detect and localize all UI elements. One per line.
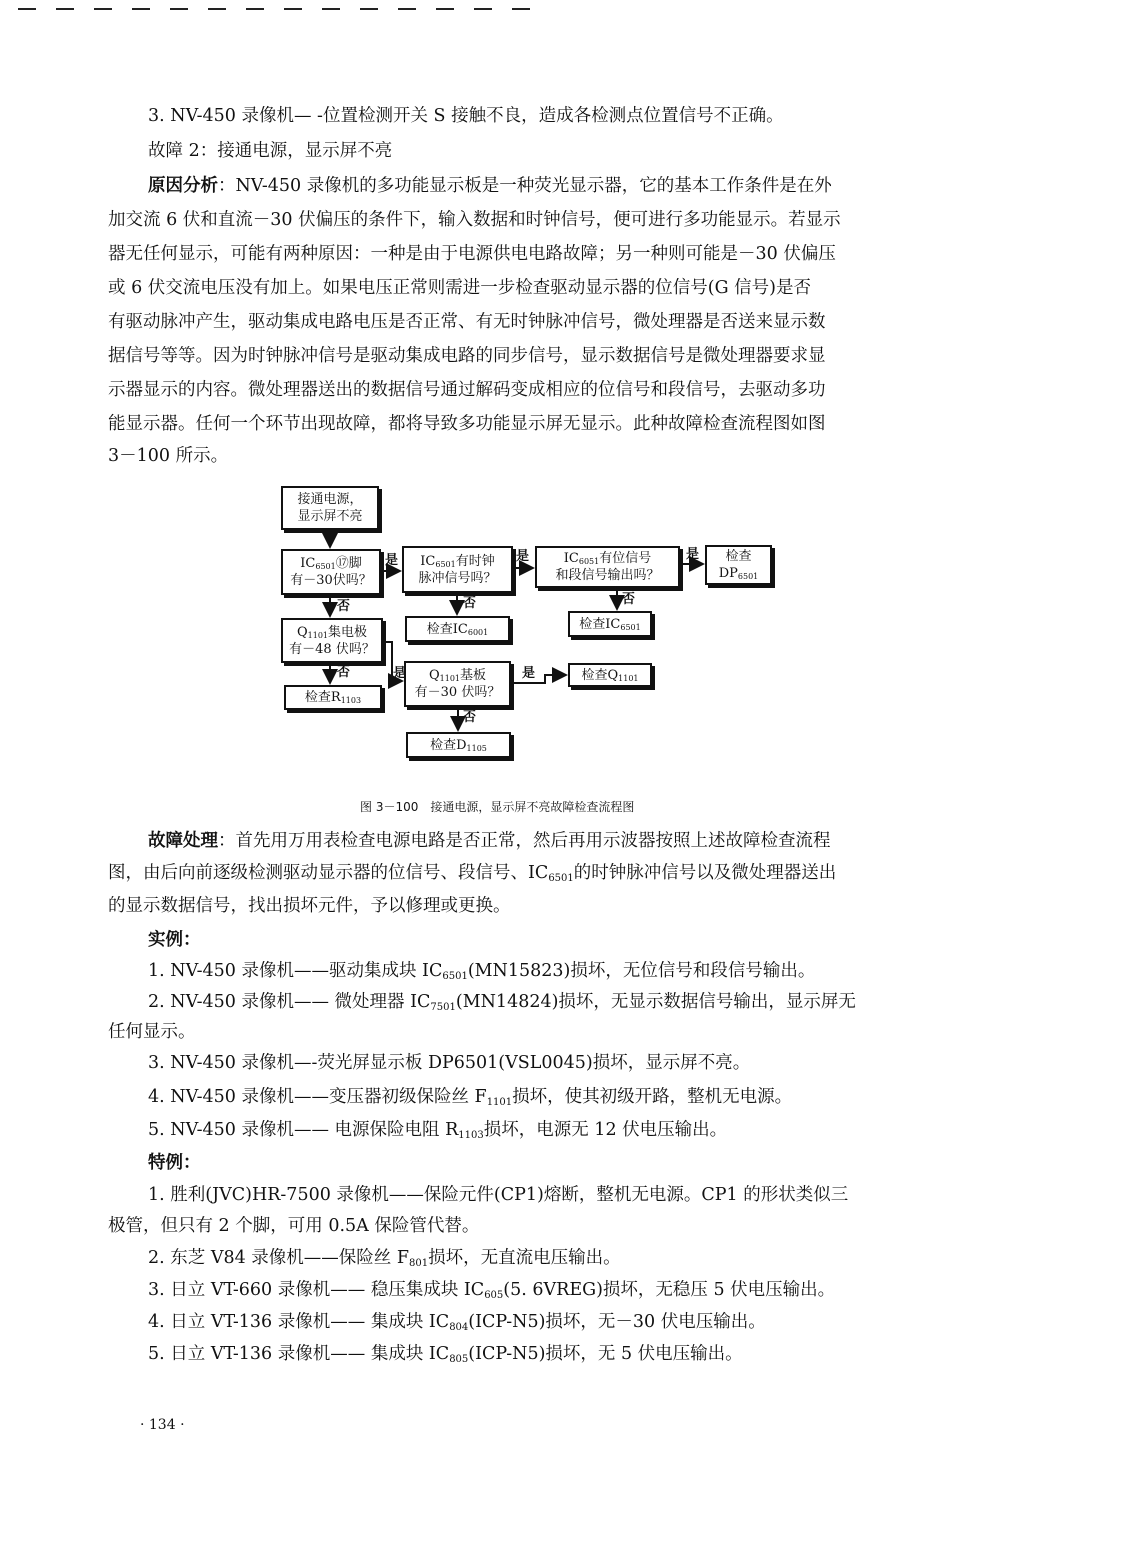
flow-question-5: Q1101基板 有－30 伏吗？ <box>404 661 511 707</box>
yes-label: 是 <box>385 553 399 568</box>
analysis-line: 有驱动脉冲产生，驱动集成电路电压是否正常、有无时钟脉冲信号，微处理器是否送来显示数 <box>108 312 826 332</box>
analysis-line: 原因分析：NV-450 录像机的多功能显示板是一种荧光显示器，它的基本工作条件是在外 <box>148 176 832 196</box>
flow-result-d1105: 检查D1105 <box>406 732 511 758</box>
fault-title: 故障 2：接通电源，显示屏不亮 <box>148 141 393 161</box>
example-item: 4. NV-450 录像机——变压器初级保险丝 $F_{1101}$损坏，使其初级开路，整机无电源。 <box>148 1087 793 1108</box>
flow-question-1: IC6501⑰脚 有－30伏吗？ <box>281 549 381 595</box>
page-number: · 134 · <box>140 1417 185 1433</box>
example-item-cont: 任何显示。 <box>108 1022 196 1042</box>
special-item: 2. 东芝 V84 录像机——保险丝 $F_{801}$损坏，无直流电压输出。 <box>148 1248 621 1269</box>
treatment-line: 的显示数据信号，找出损坏元件，予以修理或更换。 <box>108 896 511 916</box>
analysis-line: 或 6 伏交流电压没有加上。如果电压正常则需进一步检查驱动显示器的位信号(G 信号)是否 <box>108 278 811 298</box>
example-item: 2. NV-450 录像机—— 微处理器 $IC_{7501}(MN14824)$损坏，无显示数据信号输出，显示屏无 <box>148 992 856 1013</box>
special-item: 4. 日立 VT-136 录像机—— 集成块 $IC_{804}(ICP-N5)$损坏，无－30 伏电压输出。 <box>148 1312 766 1333</box>
flow-result-ic6501: 检查IC6501 <box>568 611 652 637</box>
flow-question-3: IC6051有位信号 和段信号输出吗？ <box>535 546 680 588</box>
examples-label: 实例： <box>148 930 201 950</box>
example-item: 1. NV-450 录像机——驱动集成块 $IC_{6501}(MN15823)$损坏，无位信号和段信号输出。 <box>148 961 816 982</box>
special-item: 3. 日立 VT-660 录像机—— 稳压集成块 $IC_{605}(5$. 6VREG)损坏，无稳压 5 伏电压输出。 <box>148 1280 836 1301</box>
treatment-label: 故障处理 <box>148 831 218 851</box>
analysis-label: 原因分析 <box>148 176 218 196</box>
yes-label: 是 <box>522 666 536 681</box>
text-line: 3. NV-450 录像机— -位置检测开关 S 接触不良，造成各检测点位置信号不正确。 <box>148 106 784 126</box>
flow-result-dp6501: 检查 DP6501 <box>705 545 772 585</box>
flow-start-box: 接通电源， 显示屏不亮 <box>281 486 379 530</box>
treatment-line: 图，由后向前逐级检测驱动显示器的位信号、段信号、$IC_{6501}$的时钟脉冲信号以及微处理器送出 <box>108 863 837 884</box>
no-label: 否 <box>622 592 636 607</box>
analysis-line: 据信号等等。因为时钟脉冲信号是驱动集成电路的同步信号，显示数据信号是微处理器要求显 <box>108 346 826 366</box>
flow-result-ic6001: 检查IC6001 <box>405 616 510 642</box>
analysis-line: 3－100 所示。 <box>108 446 229 466</box>
analysis-line: 加交流 6 伏和直流－30 伏偏压的条件下，输入数据和时钟信号，便可进行多功能显示。若显示 <box>108 210 841 230</box>
figure-caption: 图 3－100 接通电源，显示屏不亮故障检查流程图 <box>360 800 635 814</box>
example-item: 5. NV-450 录像机—— 电源保险电阻 $R_{1103}$损坏，电源无 12 伏电压输出。 <box>148 1120 728 1141</box>
example-item: 3. NV-450 录像机—-荧光屏显示板 DP6501(VSL0045)损坏，显示屏不亮。 <box>148 1053 751 1073</box>
no-label: 否 <box>337 599 351 614</box>
yes-label: 是 <box>516 549 530 564</box>
flow-result-r1103: 检查R1103 <box>284 685 382 710</box>
flow-question-2: IC6501有时钟 脉冲信号吗？ <box>402 546 513 593</box>
flow-question-4: Q1101集电极 有－48 伏吗？ <box>281 618 383 663</box>
special-label: 特例： <box>148 1153 201 1173</box>
no-label: 否 <box>337 665 351 680</box>
yes-label: 是 <box>393 666 407 681</box>
no-label: 否 <box>463 710 477 725</box>
special-item: 1. 胜利(JVC)HR-7500 录像机——保险元件(CP1)熔断，整机无电源。CP1 的形状类似三 <box>148 1185 849 1205</box>
flow-result-q1101: 检查Q1101 <box>568 663 652 687</box>
analysis-line: 器无任何显示，可能有两种原因：一种是由于电源供电电路故障；另一种则可能是－30 伏偏压 <box>108 244 836 264</box>
treatment-line: 故障处理：首先用万用表检查电源电路是否正常，然后再用示波器按照上述故障检查流程 <box>148 831 831 851</box>
analysis-line: 示器显示的内容。微处理器送出的数据信号通过解码变成相应的位信号和段信号，去驱动多功 <box>108 380 826 400</box>
special-item-cont: 极管，但只有 2 个脚，可用 0.5A 保险管代替。 <box>108 1216 480 1236</box>
no-label: 否 <box>463 596 477 611</box>
yes-label: 是 <box>686 547 700 562</box>
special-item: 5. 日立 VT-136 录像机—— 集成块 $IC_{805}(ICP-N5)$损坏，无 5 伏电压输出。 <box>148 1344 743 1365</box>
analysis-line: 能显示器。任何一个环节出现故障，都将导致多功能显示屏无显示。此种故障检查流程图如图 <box>108 414 826 434</box>
